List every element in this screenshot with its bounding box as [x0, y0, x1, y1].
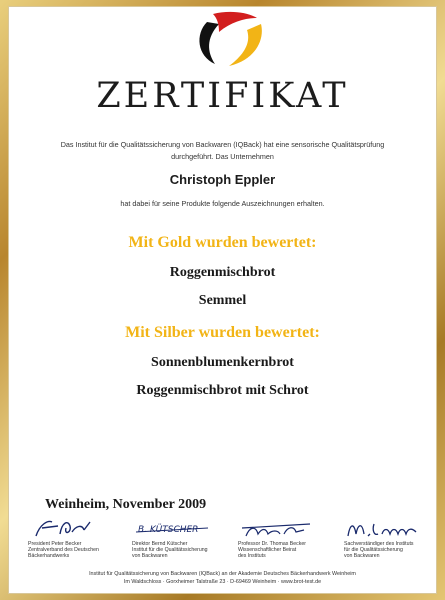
iqback-logo: [189, 10, 269, 68]
signature-2-line-3: von Backwaren: [132, 553, 168, 560]
signature-1-line-1: President Peter Becker: [28, 541, 82, 547]
signature-3-line-2: Wissenschaftlicher Beirat: [238, 547, 297, 554]
footer-line-2: Im Waldschloss · Gorxheimer Talstraße 23 · D-69469 Weinheim · www.brot-test.de: [123, 578, 322, 585]
signature-2-line-2: Institut für die Qualitätssicherung: [132, 547, 208, 554]
signature-block-3: [238, 518, 338, 560]
signature-2: [132, 518, 212, 540]
company-name: Christoph Eppler: [169, 172, 276, 187]
gold-heading: Mit Gold wurden bewertet:: [128, 234, 317, 251]
signature-2-line-1: Direktor Bernd Kütscher: [132, 541, 188, 547]
place-date: Weinheim, November 2009: [45, 497, 207, 512]
signature-1-line-3: Bäckerhandwerks: [28, 553, 70, 560]
signature-4-line-3: von Backwaren: [344, 553, 380, 560]
silver-heading: Mit Silber wurden bewertet:: [125, 324, 320, 341]
award-intro-text: hat dabei für seine Produkte folgende Auszeichnungen erhalten.: [120, 199, 325, 208]
signature-1: [28, 518, 98, 540]
signature-block-1: [28, 518, 128, 560]
certificate-title: ZERTIFIKAT: [96, 76, 349, 116]
signature-4-line-2: für die Qualitätssicherung: [344, 547, 403, 554]
gold-product: Roggenmischbrot: [169, 265, 276, 280]
signature-4: [344, 518, 424, 540]
gold-product: Semmel: [198, 293, 247, 308]
logo-gold-stroke: [229, 24, 262, 66]
signature-1-line-2: Zentralverband des Deutschen: [28, 547, 99, 554]
silver-product: Sonnenblumenkernbrot: [151, 355, 294, 370]
logo-black-stroke: [199, 22, 219, 64]
svg-text:B. KÜTSCHER: B. KÜTSCHER: [138, 525, 199, 535]
silver-product: Roggenmischbrot mit Schrot: [136, 383, 309, 398]
signature-block-4: [344, 518, 444, 560]
intro-text: [28, 139, 417, 163]
signature-block-2: [132, 518, 232, 560]
signature-3-line-1: Professor Dr. Thomas Becker: [238, 541, 306, 547]
signature-4-line-1: Sachverständiger des Instituts: [344, 541, 414, 547]
footer-line-1: Institut für Qualitätssicherung von Backwaren (IQBack) an der Akademie Deutsches Bäckerhandwerk Weinheim: [89, 571, 356, 577]
intro-line-1: Das Institut für die Qualitätssicherung von Backwaren (IQBack) hat eine sensorische Qualitätsprüfung: [60, 140, 385, 149]
footer-address: [28, 571, 417, 586]
signature-3: [238, 518, 318, 540]
intro-line-2: durchgeführt. Das Unternehmen: [171, 152, 274, 161]
signature-3-line-3: des Instituts: [238, 553, 266, 560]
certificate-paper: [8, 6, 437, 594]
